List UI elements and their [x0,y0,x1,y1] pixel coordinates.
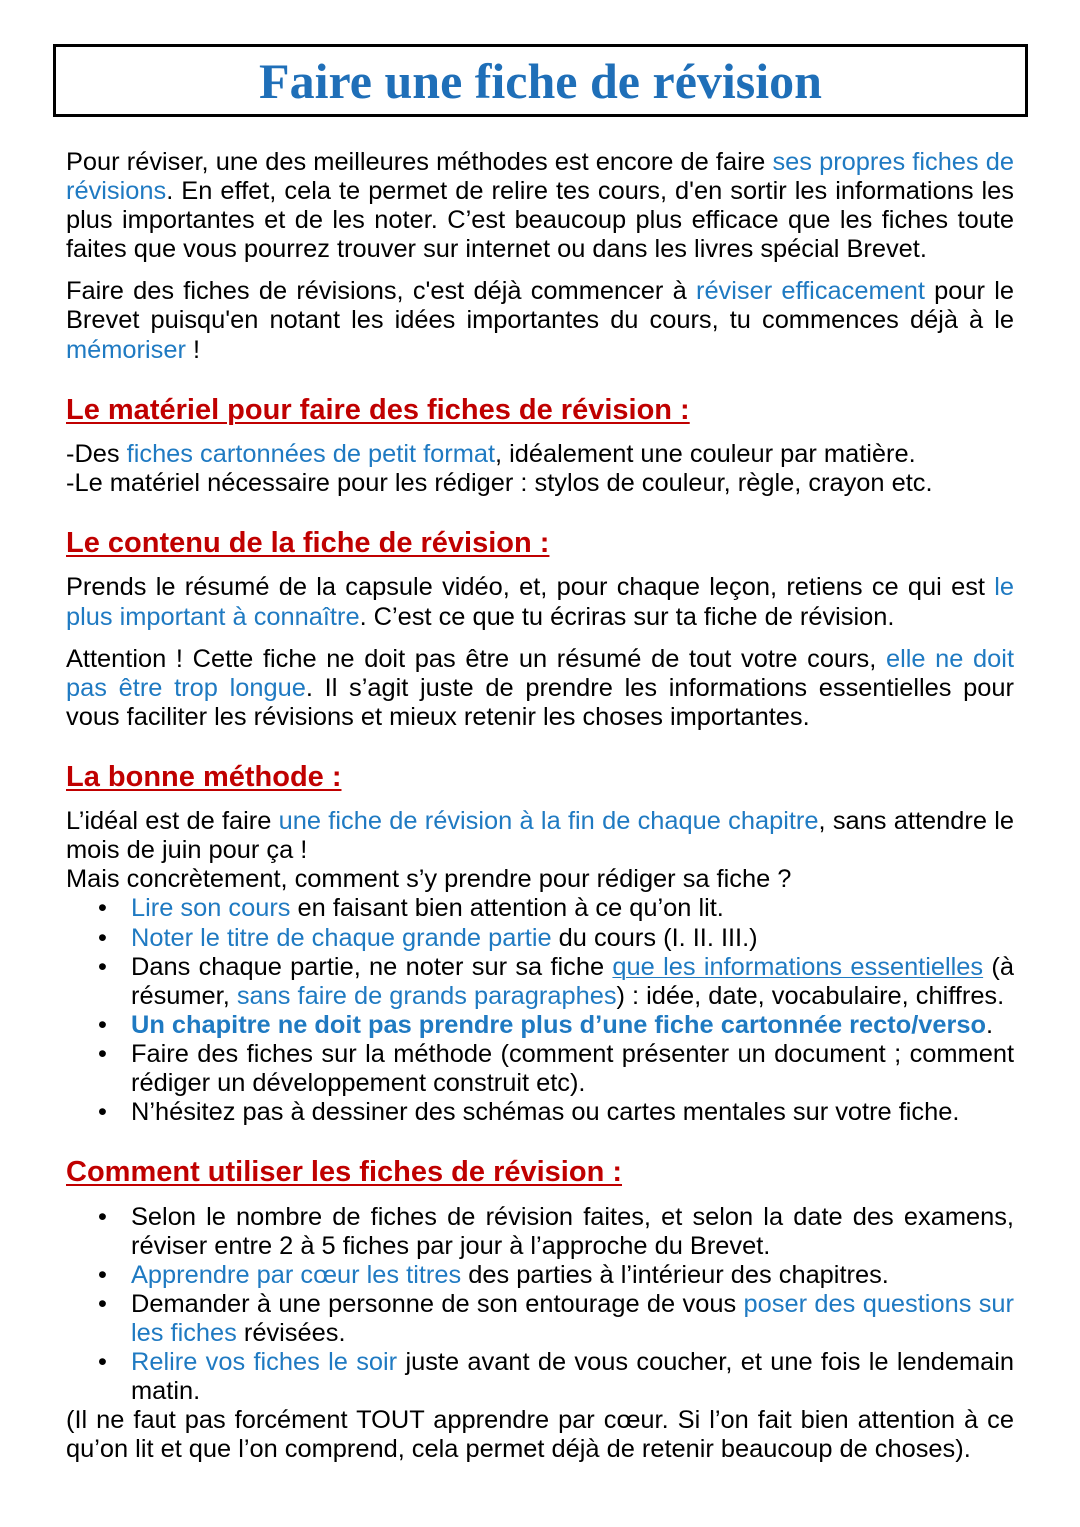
section-heading-utilisation: Comment utiliser les fiches de révision : [66,1156,622,1189]
essential-info-link[interactable]: que les informations essentielles [612,952,984,981]
bullet-icon [98,1011,107,1040]
list-item [131,1040,1014,1098]
highlight-text: le plus important à connaître [66,573,1014,631]
paragraph-text: ! [185,335,201,364]
highlight-text: Relire vos fiches le soir [131,1348,398,1376]
utilisation-body [66,1203,1014,1465]
paragraph-text: . C’est ce que tu écriras sur ta fiche de révision. [359,602,895,631]
intro-paragraph-2 [66,277,1014,364]
section-heading-contenu: Le contenu de la fiche de révision : [66,527,550,560]
paragraph-text: Pour réviser, une des meilleures méthodes est encore de faire [66,148,773,176]
list-item [131,1203,1014,1261]
highlight-text: fiches cartonnées de petit format [126,439,496,468]
bullet-icon [98,1098,107,1127]
paragraph-text: N’hésitez pas à dessiner des schémas ou cartes mentales sur votre fiche. [131,1098,960,1127]
contenu-paragraph-2 [66,645,1014,732]
paragraph-text: pour le Brevet puisqu'en notant les idées importantes du cours, tu commences déjà à le [66,277,1014,335]
paragraph-text: . [986,1010,994,1039]
paragraph-text: du cours (I. II. III.) [551,923,758,952]
bullet-icon [98,924,107,953]
paragraph-text: des parties à l’intérieur des chapitres. [461,1260,889,1289]
bullet-icon [98,1348,107,1377]
emphasis-text: Un chapitre ne doit pas prendre plus d’une fiche cartonnée recto/verso [131,1010,987,1039]
materiel-line-2: -Le matériel nécessaire pour les rédiger : stylos de couleur, règle, crayon etc. [66,469,933,498]
paragraph-text: Faire des fiches sur la méthode (comment présenter un document ; comment rédiger un développement construit etc). [131,1039,1014,1098]
section-heading-materiel: Le matériel pour faire des fiches de révision : [66,393,690,426]
intro-paragraph-1 [66,148,1014,264]
utilisation-steps-list [66,1203,1014,1407]
paragraph-text: juste avant de vous coucher, et une fois le lendemain matin. [131,1348,1014,1406]
highlight-text: mémoriser [66,335,186,364]
paragraph-text: Demander à une personne de son entourage de vous [131,1289,744,1318]
highlight-text: sans faire de grands paragraphes [236,981,617,1010]
highlight-text: Apprendre par cœur les titres [131,1260,462,1289]
highlight-text: réviser efficacement [695,277,925,306]
paragraph-text: Dans chaque partie, ne noter sur sa fiche [131,952,613,981]
bullet-icon [98,1203,107,1232]
title-box [53,44,1028,117]
paragraph-text: , sans attendre le mois de juin pour ça ! [66,807,1014,865]
bullet-icon [98,894,107,923]
methode-intro-paragraph [66,807,1014,865]
paragraph-text: en faisant bien attention à ce qu’on lit. [290,894,724,923]
paragraph-text: Faire des fiches de révisions, c'est déjà commencer à [66,277,696,306]
paragraph-text: (à résumer, [131,952,1014,1010]
highlight-text: Noter le titre de chaque grande partie [131,923,552,952]
contenu-paragraph-1 [66,573,1014,631]
document-body [66,148,1014,1464]
list-item [131,894,1014,923]
highlight-text: poser des questions sur les fiches [131,1289,1015,1347]
paragraph-text: Prends le résumé de la capsule vidéo, et, pour chaque leçon, retiens ce qui est [66,573,995,602]
list-item [131,1348,1014,1406]
paragraph-text: révisées. [236,1318,346,1347]
paragraph-text: Attention ! Cette fiche ne doit pas être un résumé de tout votre cours, [66,644,886,673]
highlight-text: une fiche de révision à la fin de chaque chapitre [278,807,819,836]
highlight-text: ses propres fiches de révisions [66,148,1014,206]
paragraph-text: , idéalement une couleur par matière. [495,439,916,468]
bullet-icon [98,953,107,982]
paragraph-text: L’idéal est de faire [66,807,279,836]
paragraph-text: -Des [66,439,127,468]
bullet-icon [98,1040,107,1069]
bullet-icon [98,1261,107,1290]
highlight-text: Lire son cours [131,894,291,923]
list-item [131,1098,1014,1127]
methode-question: Mais concrètement, comment s’y prendre pour rédiger sa fiche ? [66,865,792,894]
bullet-icon [98,1290,107,1319]
paragraph-text: ) : idée, date, vocabulaire, chiffres. [616,981,1005,1010]
materiel-line-1 [66,440,1014,469]
list-item [131,953,1014,1011]
paragraph-text: . En effet, cela te permet de relire tes cours, d'en sortir les informations les plus importantes et de les noter. C’est beaucoup plus efficace que les fiches toute faites que vous pourrez trouver sur internet ou dans les livres spécial Brevet. [66,177,1014,264]
highlight-text: elle ne doit pas être trop longue [66,644,1014,702]
document-title: Faire une fiche de révision [259,52,822,109]
list-item [131,1011,1014,1040]
methode-body [66,807,1014,1127]
utilisation-note: (Il ne faut pas forcément TOUT apprendre par cœur. Si l’on fait bien attention à ce qu’on lit et que l’on comprend, cela permet déjà de retenir beaucoup de choses). [66,1406,1014,1464]
methode-steps-list [66,894,1014,1127]
paragraph-text: . Il s’agit juste de prendre les informations essentielles pour vous faciliter les révisions et mieux retenir les choses importantes. [66,673,1014,731]
paragraph-text: Selon le nombre de fiches de révision faites, et selon la date des examens, réviser entre 2 à 5 fiches par jour à l’approche du Brevet. [131,1202,1014,1260]
section-heading-methode: La bonne méthode : [66,760,342,793]
list-item [131,1290,1014,1348]
materiel-body [66,440,1014,498]
list-item [131,924,1014,953]
list-item [131,1261,1014,1290]
